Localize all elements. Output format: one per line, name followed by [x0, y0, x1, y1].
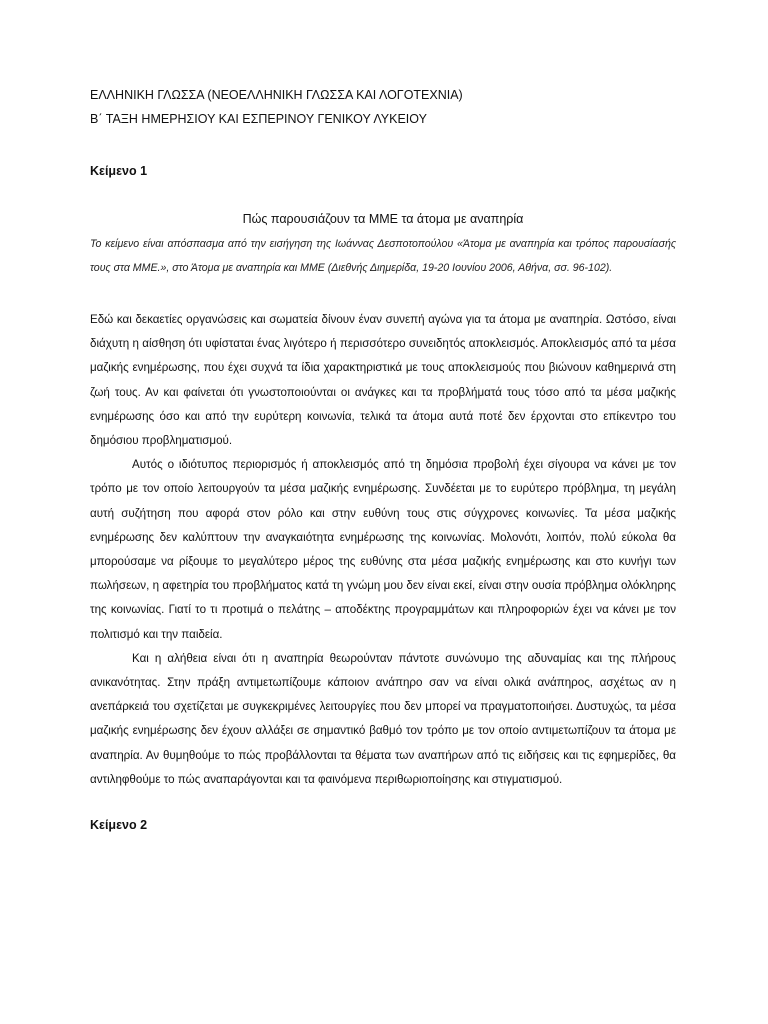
body-paragraph-1: Εδώ και δεκαετίες οργανώσεις και σωματεία δίνουν έναν συνεπή αγώνα για τα άτομα με αναπηρία. Ωστόσο, είναι διάχυτη η αίσθηση ότι υφίσταται ένας λιγότερο ή περισσότερο συνειδητός αποκλεισμός. Αποκλεισμός από τα μέσα μαζικής ενημέρωσης, που έχει συχνά τα ίδια χαρακτηριστικά με τους αποκλεισμούς που βιώνουν καθημερινά στη ζωή τους. Αν και φαίνεται ότι γνωστοποιούνται οι ανάγκες και τα προβλήματά τους τόσο από τα μέσα μαζικής ενημέρωσης όσο και από την ευρύτερη κοινωνία, τελικά τα άτομα αυτά ποτέ δεν έρχονται στο επίκεντρο του δημόσιου προβληματισμού.	[90, 313, 676, 448]
text-2-label: Κείμενο 2	[90, 818, 148, 833]
document-heading-subject: ΕΛΛΗΝΙΚΗ ΓΛΩΣΣΑ (ΝΕΟΕΛΛΗΝΙΚΗ ΓΛΩΣΣΑ ΚΑΙ ΛΟΓΟΤΕΧΝΙΑ)	[90, 88, 463, 102]
text-1-title: Πώς παρουσιάζουν τα ΜΜΕ τα άτομα με αναπηρία	[242, 212, 524, 226]
body-paragraph-3: Και η αλήθεια είναι ότι η αναπηρία θεωρούνταν πάντοτε συνώνυμο της αδυναμίας και της πλήρους ανικανότητας. Στην πράξη αντιμετωπίζουμε κάποιον ανάπηρο σαν να είναι ολικά ανάπηρος, ασχέτως αν η ανεπάρκειά του σχετίζεται με συγκεκριμένες λειτουργίες που δεν μπορεί να πραγματοποιήσει. Δυστυχώς, τα μέσα μαζικής ενημέρωσης δεν έχουν αλλάξει σε σημαντικό βαθμό τον τρόπο με τον οποίο αντιμετωπίζουν τα άτομα με αναπηρία. Αν θυμηθούμε το πώς προβάλλονται τα θέματα των αναπήρων από τις ειδήσεις και τις εφημερίδες, θα αντιληφθούμε το πώς αναπαράγονται και τα φαινόμενα περιθωριοποίησης και στιγματισμού.	[90, 651, 676, 786]
text-1-label: Κείμενο 1	[90, 164, 148, 178]
document-heading-class: Β΄ ΤΑΞΗ ΗΜΕΡΗΣΙΟΥ ΚΑΙ ΕΣΠΕΡΙΝΟΥ ΓΕΝΙΚΟΥ ΛΥΚΕΙΟΥ	[90, 112, 427, 126]
text-1-source-note: Το κείμενο είναι απόσπασμα από την εισήγηση της Ιωάννας Δεσποτοπούλου «Άτομα με αναπηρία και τρόπος παρουσίασής τους στα ΜΜΕ.», στο Άτομα με αναπηρία και ΜΜΕ (Διεθνής Διημερίδα, 19-20 Ιουνίου 2006, Αθήνα, σσ. 96-102).	[90, 238, 676, 274]
document-page	[90, 86, 676, 834]
body-paragraph-2: Αυτός ο ιδιότυπος περιορισμός ή αποκλεισμός από τη δημόσια προβολή έχει σίγουρα να κάνει με τον τρόπο με τον οποίο λειτουργούν τα μέσα μαζικής ενημέρωσης. Συνδέεται με το ευρύτερο πρόβλημα, τη μεγάλη αυτή συζήτηση που αφορά στον ρόλο και στην ευθύνη τους στις σύγχρονες κοινωνίες. Τα μέσα μαζικής ενημέρωσης δεν καλύπτουν την αναγκαιότητα ενημέρωσης της κοινωνίας. Μολονότι, λοιπόν, πολύ εύκολα θα μπορούσαμε να ρίξουμε το μεγαλύτερο μέρος της ευθύνης στα μέσα μαζικής ενημέρωσης και στο κυνήγι των πωλήσεων, η αφετηρία του προβλήματος κατά τη γνώμη μου δεν είναι εκεί, είναι στην ουσία πρόβλημα ολόκληρης της κοινωνίας. Γιατί το τι προτιμά ο πελάτης – αποδέκτης προγραμμάτων και πληροφοριών έχει να κάνει με τον πολιτισμό και την παιδεία.	[90, 458, 676, 641]
